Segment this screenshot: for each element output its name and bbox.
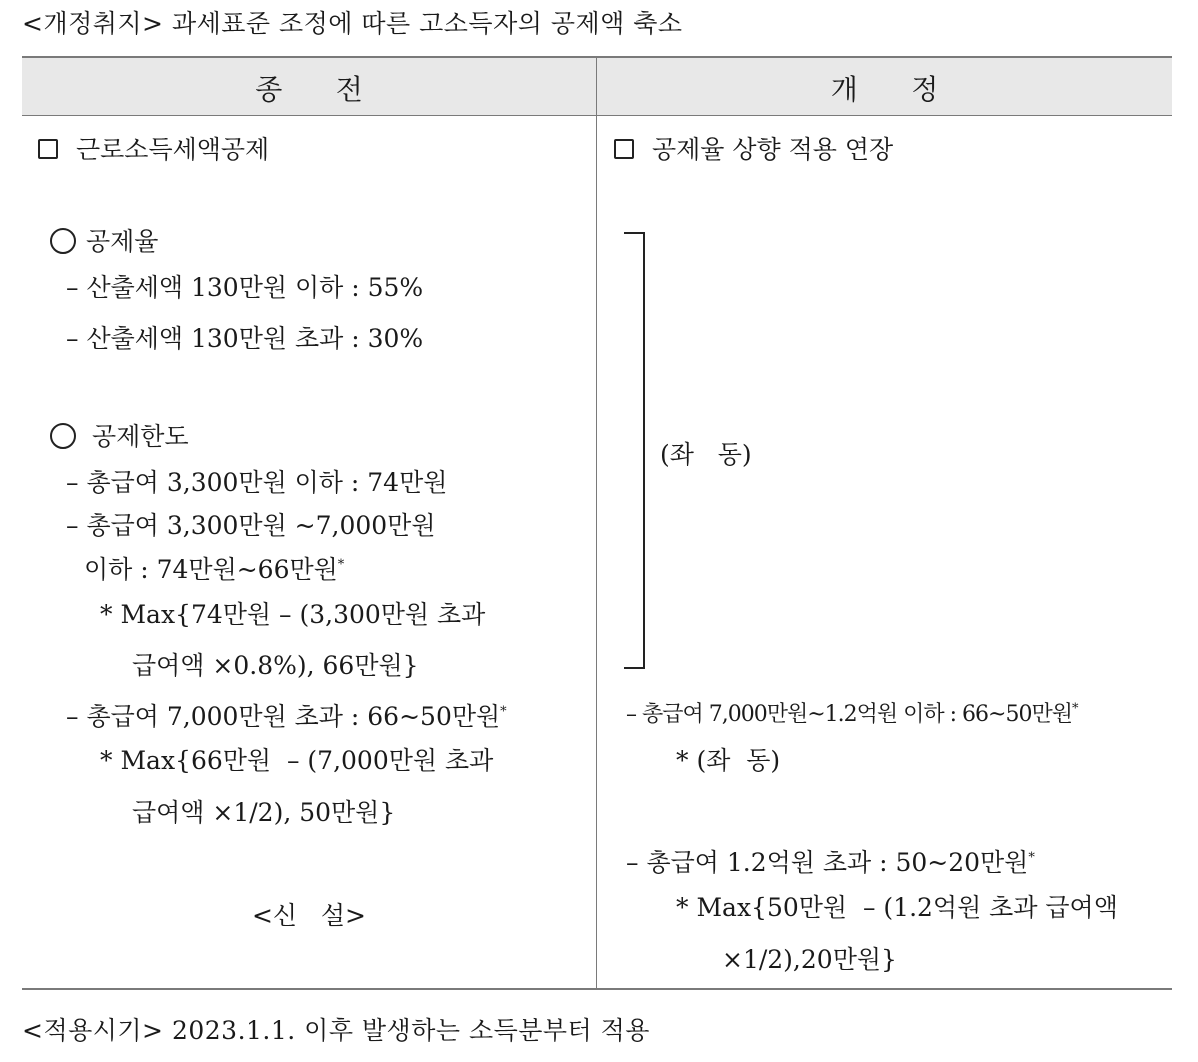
right-limit-line-4: – 총급여 1.2억원 초과 : 50~20만원*: [626, 848, 1035, 877]
new-provision-label: <신 설>: [251, 901, 367, 930]
rate-section-title: 공제율: [50, 222, 158, 258]
limit-line-1: – 총급여 3,300만원 이하 : 74만원: [66, 468, 448, 497]
right-limit-4-note-b: ×1/2),20만원}: [722, 945, 897, 974]
table-bottom-border: [22, 988, 1172, 990]
header-before: 종 전: [255, 73, 363, 106]
footnote-mark: *: [1071, 701, 1078, 717]
revision-purpose: <개정취지> 과세표준 조정에 따른 고소득자의 공제액 축소: [22, 9, 683, 38]
header-divider: [22, 115, 1172, 116]
checkbox-square-icon: [38, 139, 58, 159]
effective-date: <적용시기> 2023.1.1. 이후 발생하는 소득분부터 적용: [22, 1016, 650, 1045]
limit-2-note-a: * Max{74만원 – (3,300만원 초과: [100, 600, 486, 629]
limit-line-3: – 총급여 7,000만원 초과 : 66~50만원*: [66, 702, 507, 731]
limit-3-note-a: * Max{66만원 – (7,000만원 초과: [100, 746, 494, 775]
right-item-title: 공제율 상향 적용 연장: [614, 130, 893, 166]
right-limit-3-note: * (좌 동): [676, 746, 781, 775]
limit-2-note-b: 급여액 ×0.8%), 66만원}: [132, 651, 419, 680]
footnote-mark: *: [500, 704, 507, 720]
column-divider: [596, 57, 597, 988]
rate-line-1: – 산출세액 130만원 이하 : 55%: [66, 273, 424, 302]
footnote-mark: *: [1028, 850, 1035, 866]
limit-line-2a: – 총급여 3,300만원 ~7,000만원: [66, 511, 436, 540]
left-item-title: 근로소득세액공제: [38, 130, 269, 166]
right-limit-line-3: – 총급여 7,000만원~1.2억원 이하 : 66~50만원*: [626, 701, 1078, 727]
right-bracket-icon: [620, 232, 650, 670]
circle-bullet-icon: [50, 423, 76, 449]
limit-line-2b: 이하 : 74만원~66만원*: [84, 555, 345, 584]
right-limit-4-note-a: * Max{50만원 – (1.2억원 초과 급여액: [676, 893, 1118, 922]
rate-line-2: – 산출세액 130만원 초과 : 30%: [66, 324, 424, 353]
checkbox-square-icon: [614, 139, 634, 159]
footnote-mark: *: [337, 557, 345, 573]
circle-bullet-icon: [50, 228, 76, 254]
header-after: 개 정: [830, 73, 939, 106]
same-as-left: (좌 동): [660, 440, 752, 469]
limit-section-title: 공제한도: [50, 417, 189, 453]
limit-3-note-b: 급여액 ×1/2), 50만원}: [132, 798, 396, 827]
table-top-border: [22, 56, 1172, 58]
